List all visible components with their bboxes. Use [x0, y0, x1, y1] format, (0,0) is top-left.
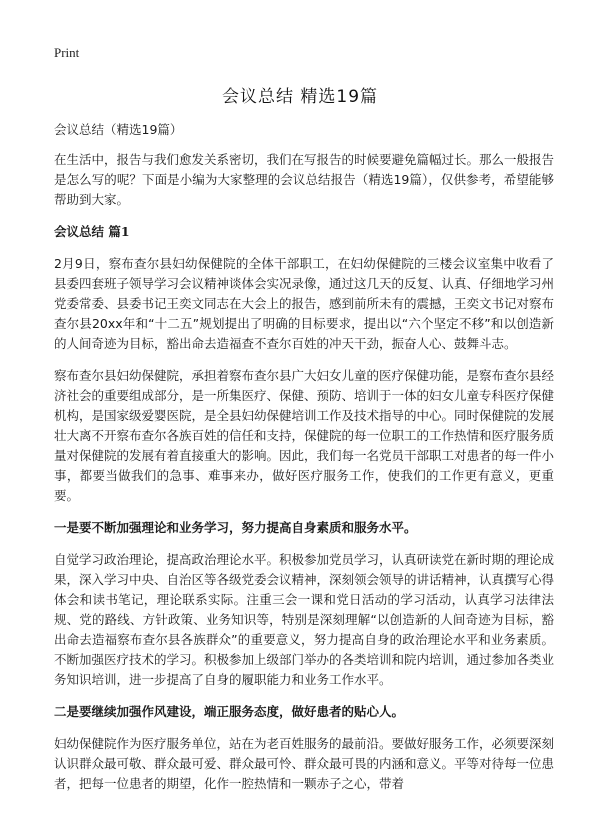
- intro-paragraph: 在生活中，报告与我们愈发关系密切，我们在写报告的时候要避免篇幅过长。那么一般报告是怎么写的呢？下面是小编为大家整理的会议总结报告（精选19篇），仅供参考，希望能够帮助到大家。: [54, 152, 555, 207]
- paragraph-2: 察布查尔县妇幼保健院，承担着察布查尔县广大妇女儿童的医疗保健功能，是察布查尔县经济社会的重要组成部分，是一所集医疗、保健、预防、培训于一体的妇女儿童专科医疗保健机构，是国家级爱婴医院，是全县妇幼保健培训工作及技术指导的中心。同时保健院的发展壮大离不开察布查尔各族百姓的信任和支持，保健院的每一位职工的工作热情和医疗服务质量对保健院的发展有着直接重大的影响。因此，我们每一名党员干部职工对患者的每一件小事，都要当做我们的急事、难事来办，做好医疗服务工作，使我们的工作更有意义，更重要。: [54, 368, 555, 503]
- paragraph-1: 2月9日，察布查尔县妇幼保健院的全体干部职工，在妇幼保健院的三楼会议室集中收看了县委四套班子领导学习会议精神谈体会实况录像，通过这几天的反复、认真、仔细地学习州党委常委、县委书记王奕文同志在大会上的报告，感到前所未有的震撼，王奕文书记对察布查尔县20xx年和“十二五”规划提出了明确的目标要求，提出以“六个坚定不移”和以创造新的人间奇迹为目标，豁出命去造福查不查尔百姓的冲天干劲，振奋人心、鼓舞斗志。: [54, 256, 555, 351]
- section-heading-1: 会议总结 篇1: [54, 224, 130, 239]
- paragraph-3: 自觉学习政治理论，提高政治理论水平。积极参加党员学习，认真研读党在新时期的理论成果，深入学习中央、自治区等各级党委会议精神，深刻领会领导的讲话精神，认真撰写心得体会和读书笔记，理论联系实际。注重三会一课和党日活动的学习活动，认真学习法律法规、党的路线、方针政策、业务知识等，特别是深刻理解“以创造新的人间奇迹为目标，豁出命去造福察布查尔县各族群众”的重要意义，努力提高自身的政治理论水平和业务素质。不断加强医疗技术的学习。积极参加上级部门举办的各类培训和院内培训，通过参加各类业务知识培训，进一步提高了自身的履职能力和业务工作水平。: [54, 552, 555, 687]
- paragraph-4: 妇幼保健院作为医疗服务单位，站在为老百姓服务的最前沿。要做好服务工作，必须要深刻认识群众最可敬、群众最可爱、群众最可怜、群众最可畏的内涵和意义。平等对待每一位患者，把每一位患者的期望，化作一腔热情和一颗赤子之心，带着: [54, 736, 555, 791]
- page-title: 会议总结 精选19篇: [221, 87, 379, 107]
- subheading-study: 一是要不断加强理论和业务学习，努力提高自身素质和服务水平。: [54, 520, 417, 535]
- document-body: [54, 120, 554, 806]
- print-link[interactable]: Print: [54, 45, 80, 60]
- document-subtitle: 会议总结（精选19篇）: [54, 122, 183, 137]
- subheading-style: 二是要继续加强作风建设，端正服务态度，做好患者的贴心人。: [54, 704, 405, 719]
